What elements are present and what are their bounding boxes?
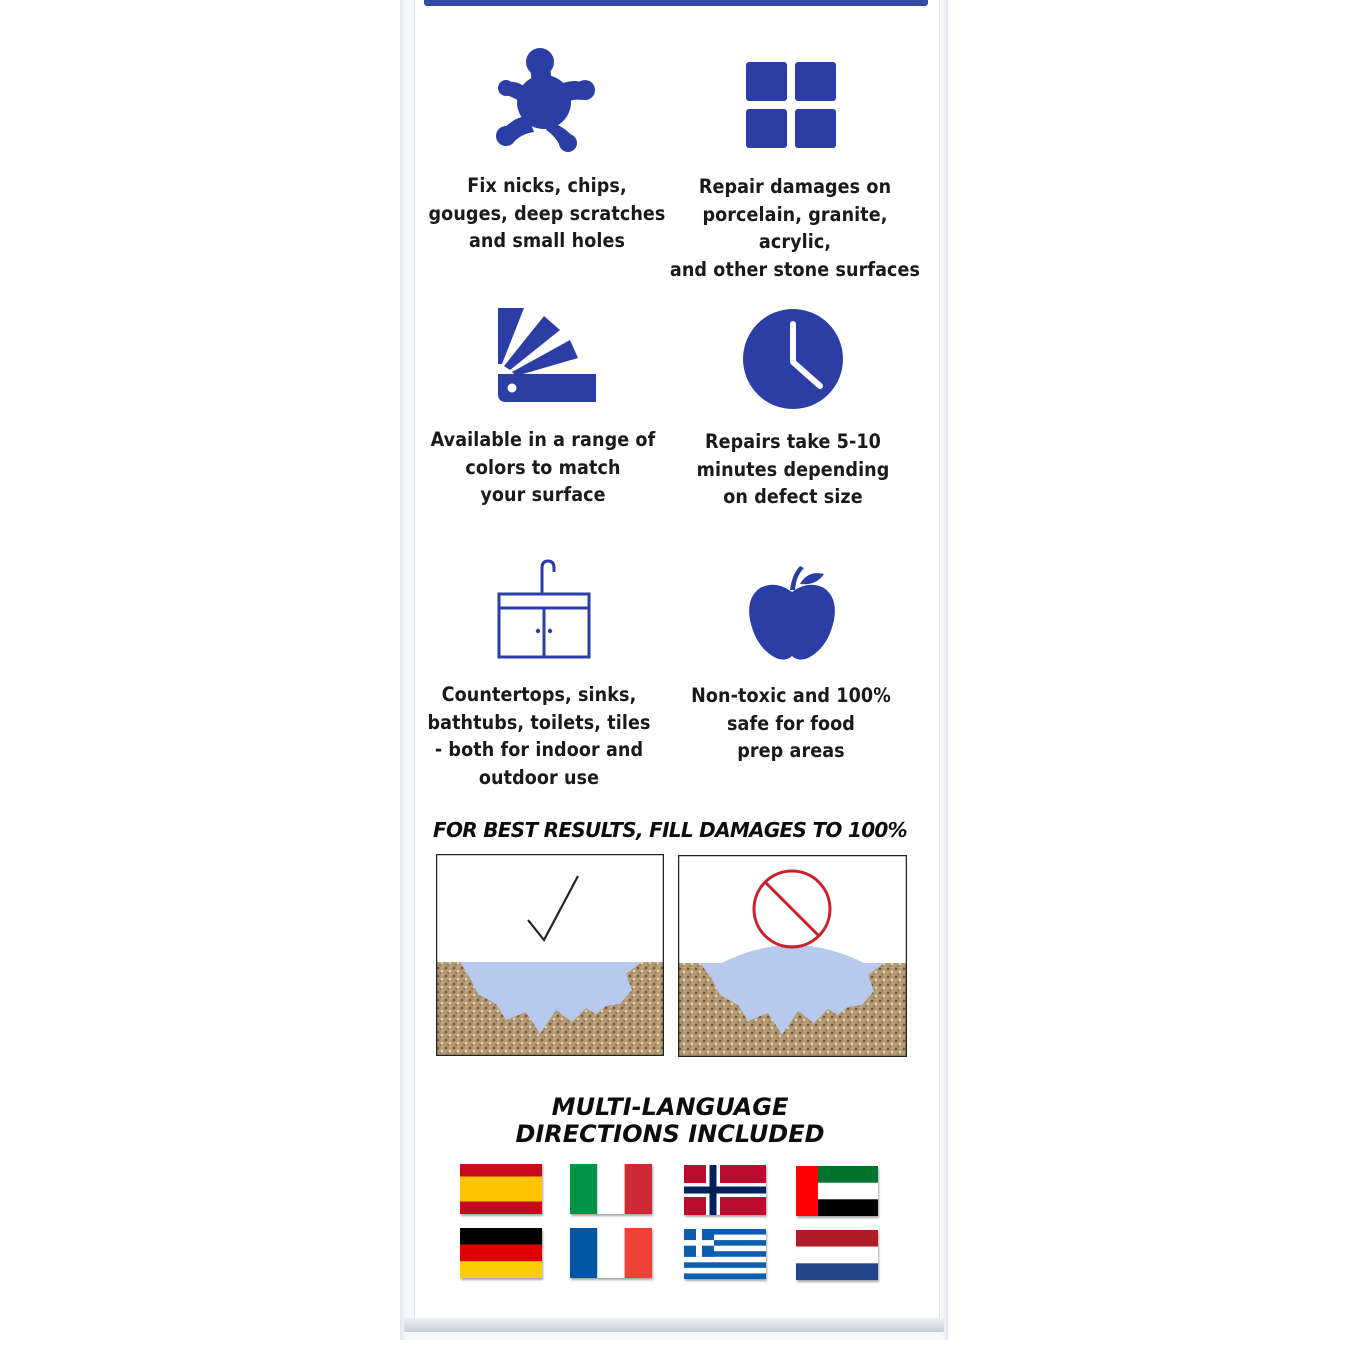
greece-flag (684, 1229, 766, 1279)
norway-flag (684, 1165, 766, 1215)
feature-text-time: Repairs take 5-10 minutes depending on defect size (696, 430, 890, 508)
spain-flag (460, 1164, 542, 1214)
overfill-diagram (678, 855, 907, 1057)
feature-text-fix: Fix nicks, chips, gouges, deep scratches and small holes (428, 174, 666, 252)
italy-flag (570, 1164, 652, 1214)
package-bottom-edge (404, 1318, 944, 1332)
feature-text-uses: Countertops, sinks, bathtubs, toilets, tiles - both for indoor and outdoor use (427, 683, 651, 789)
apple-icon (746, 564, 838, 662)
feature-text-colors: Available in a range of colors to match your surface (430, 428, 656, 506)
germany-flag (460, 1228, 542, 1278)
package-top-edge (424, 0, 928, 6)
tiles-icon (746, 62, 836, 148)
language-heading-line2: DIRECTIONS INCLUDED (515, 1120, 825, 1148)
uae-flag (796, 1166, 878, 1216)
feature-text-surfaces: Repair damages on porcelain, granite, acrylic, and other stone surfaces (669, 175, 921, 281)
language-heading-line1: MULTI-LANGUAGE (551, 1093, 789, 1121)
correct-fill-diagram (436, 854, 664, 1056)
splat-icon (490, 44, 602, 154)
color-swatch-icon (496, 306, 600, 404)
language-heading (440, 1094, 900, 1148)
france-flag (570, 1228, 652, 1278)
fill-results-heading: FOR BEST RESULTS, FILL DAMAGES TO 100% (433, 818, 907, 842)
netherlands-flag (796, 1230, 878, 1280)
sink-cabinet-icon (496, 558, 592, 660)
feature-text-safe: Non-toxic and 100% safe for food prep areas (691, 684, 891, 762)
clock-icon (742, 308, 844, 410)
